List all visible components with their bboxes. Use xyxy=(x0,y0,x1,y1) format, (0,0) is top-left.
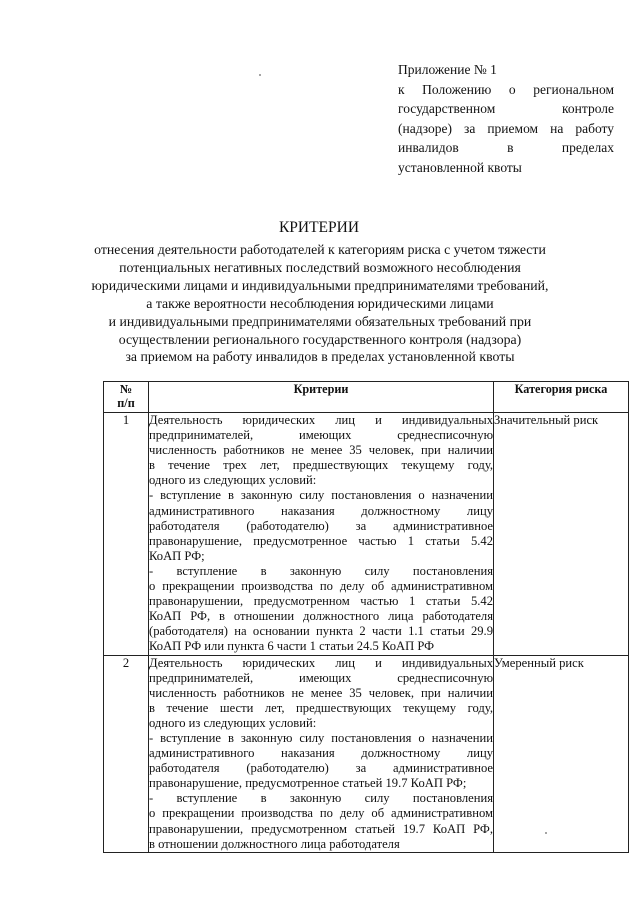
subtitle-line: юридическими лицами и индивидуальными предпринимателями требований, xyxy=(91,277,549,293)
risk-category: Значительный риск xyxy=(494,413,599,427)
criteria-line: КоАП РФ; xyxy=(149,548,205,563)
criteria-line: о прекращении производства по делу об административном xyxy=(149,579,493,594)
criteria-line: правонарушение, предусмотренное частью 1 статьи 5.42 xyxy=(149,533,493,548)
row-criteria xyxy=(149,655,494,852)
table-row xyxy=(104,655,629,852)
document-subtitle xyxy=(84,241,556,366)
scan-artifact xyxy=(259,74,261,76)
subtitle-line: потенциальных негативных последствий возможного несоблюдения xyxy=(119,259,521,275)
header-number-label: п/п xyxy=(117,396,135,410)
criteria-line: Деятельность юридических лиц и индивидуальных xyxy=(149,655,493,670)
appendix-line: государственном контроле xyxy=(398,101,614,116)
criteria-line: КоАП РФ или пункта 6 части 1 статьи 24.5 КоАП РФ xyxy=(149,639,435,654)
criteria-line: - вступление в законную силу постановления о назначении xyxy=(149,730,493,745)
criteria-line: - вступление в законную силу постановления xyxy=(149,791,493,806)
header-number-sign: № xyxy=(119,382,133,396)
appendix-line: инвалидов в пределах xyxy=(398,140,614,155)
criteria-line: - вступление в законную силу постановления xyxy=(149,563,493,578)
criteria-line: численность работников не менее 35 человек, при наличии xyxy=(149,443,493,458)
table-row xyxy=(104,413,629,656)
criteria-line: предпринимателей, имеющих среднесписочную xyxy=(149,428,493,443)
subtitle-line: осуществлении регионального государственного контроля (надзора) xyxy=(118,331,522,347)
row-category xyxy=(494,413,629,656)
header-category: Категория риска xyxy=(494,382,629,413)
document-title: КРИТЕРИИ xyxy=(278,219,360,236)
criteria-line: (работодателя) на основании пункта 2 части 1.1 статьи 29.9 xyxy=(149,624,493,639)
row-criteria xyxy=(149,413,494,656)
criteria-line: правонарушении, предусмотренном статьей 19.7 КоАП РФ, xyxy=(149,821,493,836)
criteria-line: в течение трех лет, предшествующих текущему году, xyxy=(149,458,493,473)
criteria-line: в отношении должностного лица работодателя xyxy=(149,836,400,851)
scan-artifact xyxy=(545,832,547,834)
appendix-line: Приложение № 1 xyxy=(398,62,497,77)
row-number: 2 xyxy=(104,655,149,852)
criteria-line: - вступление в законную силу постановления о назначении xyxy=(149,488,493,503)
header-number xyxy=(104,382,149,413)
appendix-block xyxy=(398,60,614,177)
subtitle-line: и индивидуальными предпринимателями обязательных требований при xyxy=(108,313,532,329)
subtitle-line: за приемом на работу инвалидов в пределах установленной квоты xyxy=(125,349,515,365)
subtitle-line: а также вероятности несоблюдения юридическими лицами xyxy=(146,295,494,311)
criteria-line: правонарушение, предусмотренное статьей 19.7 КоАП РФ; xyxy=(149,776,467,791)
criteria-line: административного наказания должностному лицу xyxy=(149,746,493,761)
criteria-line: численность работников не менее 35 человек, при наличии xyxy=(149,685,493,700)
criteria-line: Деятельность юридических лиц и индивидуальных xyxy=(149,413,493,427)
criteria-table xyxy=(103,381,629,853)
risk-category: Умеренный риск xyxy=(494,655,584,670)
table-header-row xyxy=(104,382,629,413)
criteria-line: КоАП РФ, в отношении должностного лица работодателя xyxy=(149,609,493,624)
criteria-line: работодателя (работодателю) за административное xyxy=(149,518,493,533)
appendix-line: установленной квоты xyxy=(398,159,522,175)
criteria-line: одного из следующих условий: xyxy=(149,715,317,730)
row-category xyxy=(494,655,629,852)
criteria-line: одного из следующих условий: xyxy=(149,473,317,488)
appendix-line: к Положению о региональном xyxy=(398,81,614,97)
row-number: 1 xyxy=(104,413,149,656)
criteria-line: предпринимателей, имеющих среднесписочную xyxy=(149,670,493,685)
criteria-line: административного наказания должностному лицу xyxy=(149,503,493,518)
criteria-line: в течение шести лет, предшествующих текущему году, xyxy=(149,700,493,715)
header-criteria: Критерии xyxy=(149,382,494,413)
criteria-line: правонарушении, предусмотренном частью 1 статьи 5.42 xyxy=(149,594,493,609)
criteria-line: о прекращении производства по делу об административном xyxy=(149,806,493,821)
appendix-line: (надзоре) за приемом на работу xyxy=(398,120,614,136)
criteria-line: работодателя (работодателю) за административное xyxy=(149,761,493,776)
subtitle-line: отнесения деятельности работодателей к категориям риска с учетом тяжести xyxy=(94,242,546,257)
